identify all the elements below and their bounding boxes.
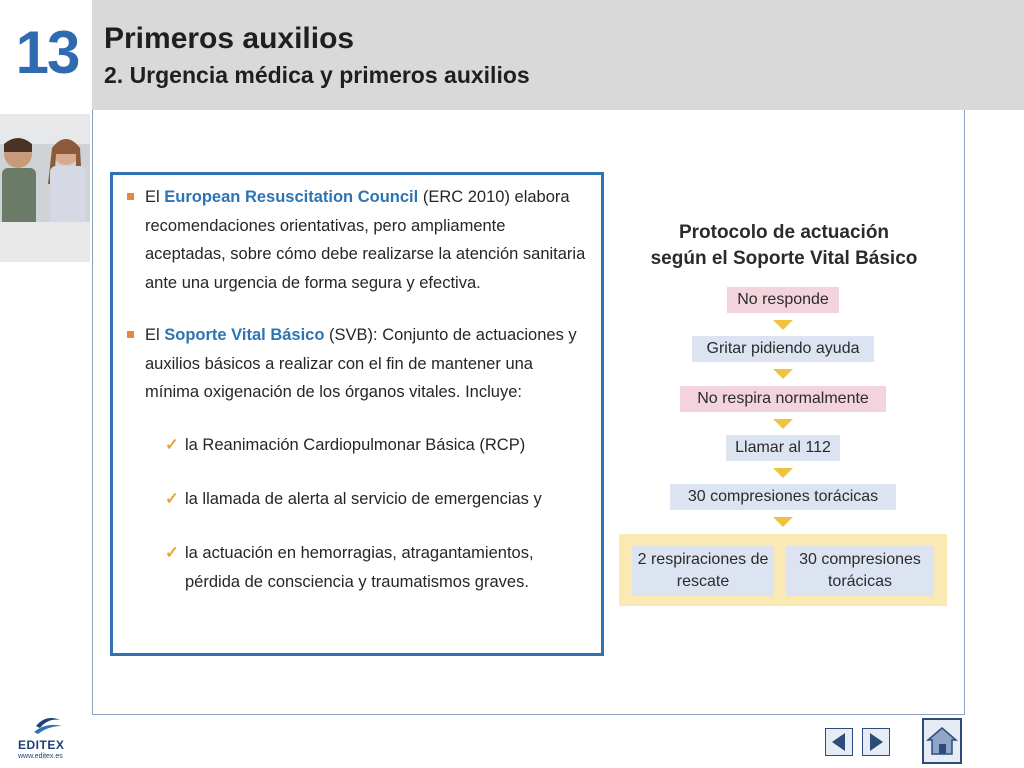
step-compresiones: 30 compresiones torácicas <box>670 484 896 510</box>
home-icon <box>924 720 960 762</box>
arrow-down-icon <box>773 468 793 478</box>
checkmark-icon: ✓ <box>165 490 179 508</box>
check-item-rcp: ✓ la Reanimación Cardiopulmonar Básica (RCP) <box>165 431 585 460</box>
home-button[interactable] <box>922 718 962 764</box>
triangle-right-icon <box>863 729 889 755</box>
logo-text: EDITEX <box>18 738 65 752</box>
triangle-left-icon <box>826 729 852 755</box>
checkmark-icon: ✓ <box>165 436 179 454</box>
check-item-hemorragias: ✓ la actuación en hemorragias, atragantamientos, pérdida de consciencia y traumatismos graves. <box>165 539 585 596</box>
bullet-svb: El Soporte Vital Básico (SVB): Conjunto de actuaciones y auxilios básicos a realizar con el fin de mantener una mínima oxigenación de los órganos vitales. Incluye: <box>127 321 587 407</box>
text-box <box>110 172 604 656</box>
step-no-responde: No responde <box>727 287 839 313</box>
diagram-title: Protocolo de actuación según el Soporte Vital Básico <box>650 222 918 269</box>
arrow-down-icon <box>773 320 793 330</box>
next-button[interactable] <box>862 728 890 756</box>
chapter-number: 13 <box>15 19 79 86</box>
bullet-marker <box>127 193 134 200</box>
arrow-down-icon <box>773 419 793 429</box>
page-subtitle: 2. Urgencia médica y primeros auxilios <box>104 62 530 88</box>
cycle-compresiones: 30 compresiones torácicas <box>786 546 934 596</box>
checkmark-icon: ✓ <box>165 544 179 562</box>
bullet-erc: El European Resuscitation Council (ERC 2010) elabora recomendaciones orientativas, pero ampliamente aceptadas, sobre cómo debe realizarse la atención sanitaria ante una urgencia de forma segura y efectiva. <box>127 183 587 297</box>
arrow-down-icon <box>773 369 793 379</box>
step-no-respira: No respira normalmente <box>680 386 886 412</box>
prev-button[interactable] <box>825 728 853 756</box>
bullet-marker <box>127 331 134 338</box>
students-photo <box>0 114 90 262</box>
page-title: Primeros auxilios <box>104 22 355 55</box>
logo-url: www.editex.es <box>18 753 63 760</box>
step-llamar: Llamar al 112 <box>726 435 840 461</box>
cycle-respiraciones: 2 respiraciones de rescate <box>632 546 774 596</box>
svb-highlight: Soporte Vital Básico <box>164 326 325 344</box>
step-gritar: Gritar pidiendo ayuda <box>692 336 874 362</box>
erc-highlight: European Resuscitation Council <box>164 188 419 206</box>
check-item-alerta: ✓ la llamada de alerta al servicio de emergencias y <box>165 485 585 514</box>
arrow-down-icon <box>773 517 793 527</box>
